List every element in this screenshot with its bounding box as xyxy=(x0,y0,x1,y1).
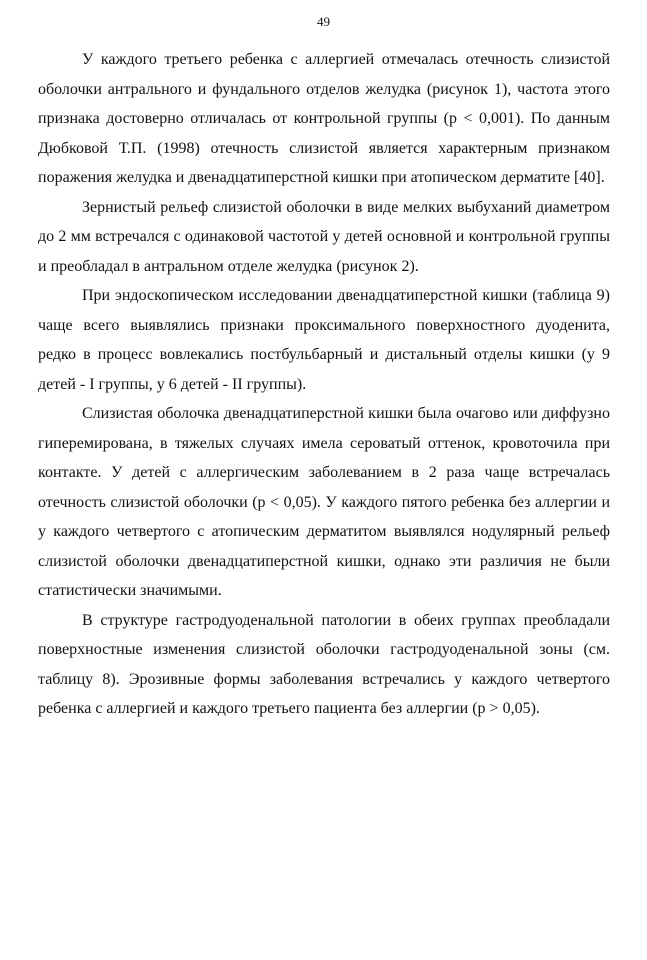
page-number: 49 xyxy=(317,14,330,29)
paragraph-granular-relief: Зернистый рельеф слизистой оболочки в виде мелких выбуханий диаметром до 2 мм встречался с одинаковой частотой у детей основной и контрольной группы и преобладал в антральном отделе желудка (рисунок 2). xyxy=(38,198,610,275)
document-body xyxy=(38,45,610,724)
paragraph-edema-stomach: У каждого третьего ребенка с аллергией отмечалась отечность слизистой оболочки антрального и фундального отделов желудка (рисунок 1), частота этого признака достоверно отличалась от контрольной группы (р < 0,001). По данным Дюбковой Т.П. (1998) отечность слизистой является характерным признаком поражения желудка и двенадцатиперстной кишки при атопическом дерматите [40]. xyxy=(38,51,610,186)
paragraph-duodenum-endoscopy: При эндоскопическом исследовании двенадцатиперстной кишки (таблица 9) чаще всего выявлялись признаки проксимального поверхностного дуоденита, редко в процесс вовлекались постбульбарный и дистальный отделы кишки (у 9 детей - I группы, у 6 детей - II группы). xyxy=(38,287,610,393)
paragraph-gastroduodenal-structure: В структуре гастродуоденальной патологии в обеих группах преобладали поверхностные изменения слизистой оболочки гастродуоденальной зоны (см. таблицу 8). Эрозивные формы заболевания встречались у каждого четвертого ребенка с аллергией и каждого третьего пациента без аллергии (р > 0,05). xyxy=(38,611,610,717)
paragraph-duodenal-mucosa: Слизистая оболочка двенадцатиперстной кишки была очагово или диффузно гиперемирована, в тяжелых случаях имела сероватый оттенок, кровоточила при контакте. У детей с аллергическим заболеванием в 2 раза чаще встречалась отечность слизистой оболочки (р < 0,05). У каждого пятого ребенка без аллергии и у каждого четвертого с атопическим дерматитом выявлялся нодулярный рельеф слизистой оболочки двенадцатиперстной кишки, однако эти различия не были статистически значимыми. xyxy=(38,405,610,599)
